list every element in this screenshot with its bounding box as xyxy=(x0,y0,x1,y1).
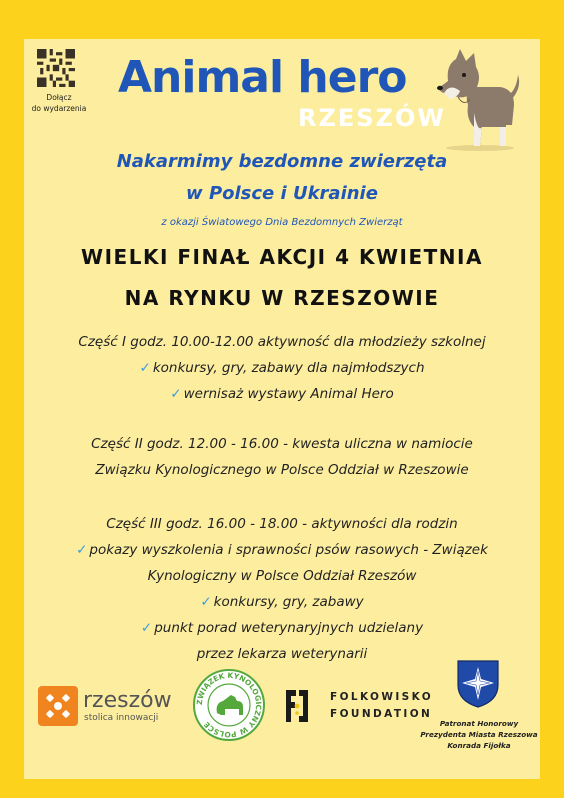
part2-line-1: Część II godz. 12.00 - 16.00 - kwesta uliczna w namiocie xyxy=(91,436,473,452)
check-icon: ✓ xyxy=(139,360,151,376)
rzeszow-logo-word: rzeszów xyxy=(83,688,172,713)
subtitle-line-2: w Polsce i Ukrainie xyxy=(186,183,378,204)
part3-item-1 xyxy=(0,542,564,558)
check-icon: ✓ xyxy=(200,594,212,610)
part2-line-2: Związku Kynologicznego w Polsce Oddział w Rzeszowie xyxy=(95,462,469,478)
zk-logo xyxy=(191,667,267,743)
zk-logo-text: ZWIĄZEK KYNOLOGICZNY W POLSCE xyxy=(194,670,264,740)
part3-item-3-text: punkt porad weterynaryjnych udzielany xyxy=(154,620,424,636)
part3-item-2-text: konkursy, gry, zabawy xyxy=(213,594,364,610)
rzeszow-logo xyxy=(38,686,78,726)
qr-caption-line-2: do wydarzenia xyxy=(31,104,87,113)
patronage-line-2: Prezydenta Miasta Rzeszowa xyxy=(420,730,538,739)
part3-item-1-text: pokazy wyszkolenia i sprawności psów rasowych - Związek xyxy=(89,542,488,558)
rzeszow-coat-of-arms xyxy=(452,657,504,709)
honorary-patronage xyxy=(415,718,543,751)
qr-caption-line-1: Dołącz xyxy=(46,93,72,102)
check-icon: ✓ xyxy=(76,542,88,558)
patronage-line-3: Konrada Fijołka xyxy=(447,741,511,750)
part1-item-2-text: wernisaż wystawy Animal Hero xyxy=(183,386,394,402)
folkowisko-line-2: FOUNDATION xyxy=(330,708,433,720)
qr-code[interactable] xyxy=(37,49,75,87)
part1-item-1-text: konkursy, gry, zabawy dla najmłodszych xyxy=(152,360,425,376)
event-title: Animal hero xyxy=(118,52,407,103)
rzeszow-logo-tagline: stolica innowacji xyxy=(84,713,159,723)
check-icon: ✓ xyxy=(140,620,153,636)
headline-line-2: NA RYNKU W RZESZOWIE xyxy=(124,286,440,310)
folkowisko-line-1: FOLKOWISKO xyxy=(330,691,434,703)
part1-item-2 xyxy=(0,386,564,402)
dog-illustration xyxy=(420,47,524,151)
part3-item-3-cont: przez lekarza weterynarii xyxy=(196,646,368,662)
subtitle-line-1: Nakarmimy bezdomne zwierzęta xyxy=(116,151,448,172)
folkowisko-icon xyxy=(284,688,310,724)
city-name: RZESZÓW xyxy=(298,104,446,132)
check-icon: ✓ xyxy=(170,386,182,402)
part3-item-2 xyxy=(0,594,564,610)
headline-line-1: WIELKI FINAŁ AKCJI 4 KWIETNIA xyxy=(81,245,483,269)
part3-item-1-cont: Kynologiczny w Polsce Oddział Rzeszów xyxy=(147,568,417,584)
occasion-text: z okazji Światowego Dnia Bezdomnych Zwierząt xyxy=(161,217,403,228)
qr-caption xyxy=(24,92,94,114)
part3-heading: Część III godz. 16.00 - 18.00 - aktywności dla rodzin xyxy=(106,516,458,532)
part3-item-3 xyxy=(0,620,564,636)
part1-heading: Część I godz. 10.00-12.00 aktywność dla młodzieży szkolnej xyxy=(78,334,486,350)
patronage-line-1: Patronat Honorowy xyxy=(439,719,519,728)
part1-item-1 xyxy=(0,360,564,376)
